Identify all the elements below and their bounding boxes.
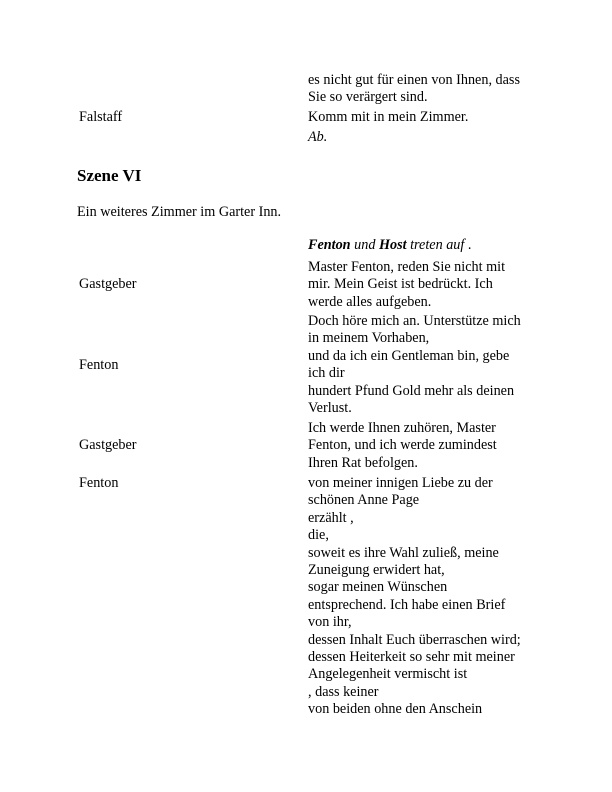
text-line: Doch höre mich an. Unterstütze mich: [308, 313, 521, 329]
speaker-name: Falstaff: [79, 109, 123, 125]
speaker-name: Gastgeber: [79, 276, 137, 292]
text-line: Angelegenheit vermischt ist: [308, 666, 468, 683]
text-line: Zuneigung erwidert hat,: [308, 562, 445, 579]
speaker-name: Fenton: [79, 475, 119, 491]
text-line: dessen Heiterkeit so sehr mit meiner: [308, 649, 515, 666]
text-line: mir. Mein Geist ist bedrückt. Ich: [308, 276, 493, 293]
text-line: dessen Inhalt Euch überraschen wird;: [308, 631, 521, 648]
text-line: sogar meinen Wünschen: [308, 579, 448, 596]
speaker-name: Gastgeber: [79, 437, 137, 453]
text-line: Verlust.: [308, 400, 352, 417]
text-line: erzählt ,: [308, 509, 354, 526]
text-line: Fenton, und ich werde zumindest: [308, 437, 497, 454]
text-line: Sie so verärgert sind.: [308, 89, 428, 106]
text-line: von meiner innigen Liebe zu der: [308, 475, 493, 491]
dialogue-text: [308, 259, 548, 311]
dialogue-text: [308, 420, 548, 472]
text-line: von beiden ohne den Anschein: [308, 701, 483, 718]
dialogue-text: [308, 313, 548, 417]
dialogue-text: [308, 72, 548, 107]
text-line: Ihren Rat befolgen.: [308, 454, 418, 471]
text-line: werde alles aufgeben.: [308, 293, 432, 310]
text-line: hundert Pfund Gold mehr als deinen: [308, 382, 515, 399]
text-line: Master Fenton, reden Sie nicht mit: [308, 259, 506, 275]
text-line: soweit es ihre Wahl zuließ, meine: [308, 544, 499, 561]
text-line: ich dir: [308, 365, 345, 382]
scene-title: Szene VI: [77, 166, 142, 185]
text-line: schönen Anne Page: [308, 492, 420, 509]
text-line: Ich werde Ihnen zuhören, Master: [308, 420, 496, 436]
stage-direction: [308, 129, 548, 146]
stage-direction: Fenton und Host treten auf .: [308, 237, 472, 253]
text-line: es nicht gut für einen von Ihnen, dass: [308, 72, 520, 88]
character-name: Fenton: [308, 237, 351, 253]
text-line: , dass keiner: [308, 683, 379, 700]
text-line: und da ich ein Gentleman bin, gebe: [308, 347, 510, 364]
dialogue-text: [308, 475, 548, 719]
text-line: von ihr,: [308, 614, 352, 631]
text-line: Ab.: [308, 129, 328, 145]
scene-location: Ein weiteres Zimmer im Garter Inn.: [77, 204, 282, 220]
text-line: in meinem Vorhaben,: [308, 330, 430, 347]
text-line: die,: [308, 527, 329, 544]
speaker-name: Fenton: [79, 357, 119, 373]
text-line: entsprechend. Ich habe einen Brief: [308, 596, 506, 613]
text-line: Komm mit in mein Zimmer.: [308, 109, 469, 125]
character-name: Host: [378, 237, 407, 253]
dialogue-text: [308, 109, 548, 126]
